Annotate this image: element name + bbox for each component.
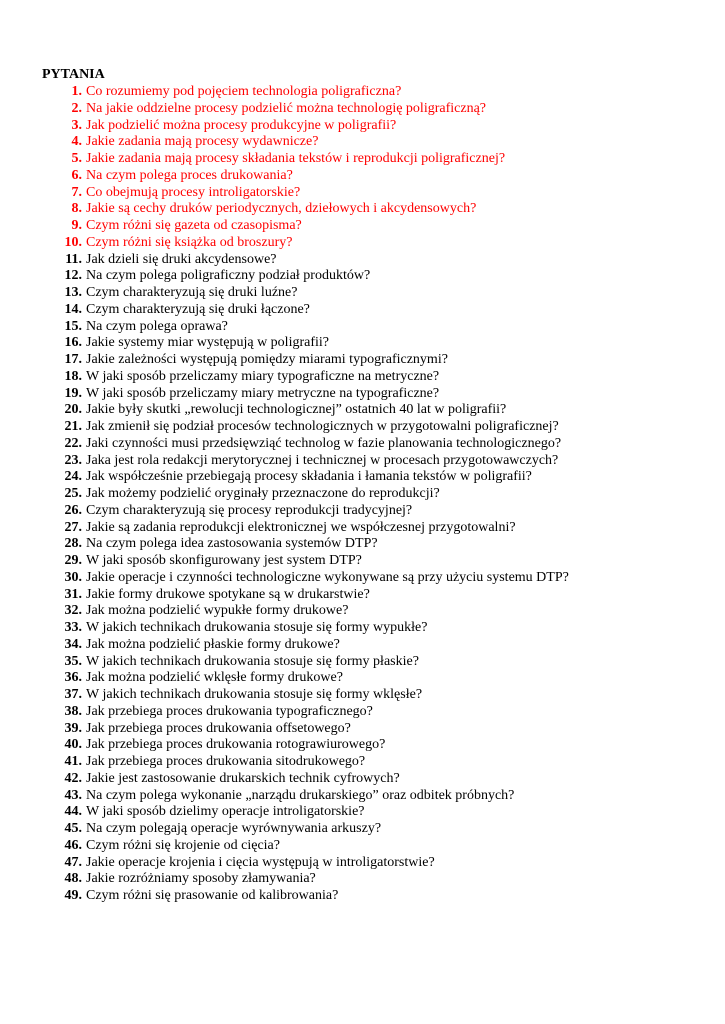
question-text: Jakie zadania mają procesy składania tekstów i reprodukcji poligraficznej? xyxy=(86,151,506,166)
question-text: Jak można podzielić wklęsłe formy drukowe? xyxy=(86,670,343,686)
question-text: Jakie zadania mają procesy wydawnicze? xyxy=(86,134,319,150)
question-text: Czym różni się książka od broszury? xyxy=(86,234,293,250)
question-text: Jak przebiega proces drukowania typograficznego? xyxy=(86,703,373,719)
question-number: 13. xyxy=(64,285,82,300)
question-item xyxy=(44,553,694,570)
question-number: 36. xyxy=(64,670,82,686)
question-number: 20. xyxy=(64,402,82,418)
question-number: 34. xyxy=(64,636,82,652)
question-text: W jakich technikach drukowania stosuje się formy wypukłe? xyxy=(86,620,428,635)
question-text: Jakie operacje krojenia i cięcia występują w introligatorstwie? xyxy=(86,854,435,870)
question-number: 43. xyxy=(64,787,82,803)
question-number: 33. xyxy=(64,620,82,635)
question-text: Czym charakteryzują się procesy reprodukcji tradycyjnej? xyxy=(86,502,413,518)
question-item xyxy=(44,419,694,436)
question-item xyxy=(44,620,694,637)
question-number: 7. xyxy=(71,184,82,200)
question-text: Co rozumiemy pod pojęciem technologia poligraficzna? xyxy=(86,84,402,99)
question-item xyxy=(44,871,694,888)
question-item xyxy=(44,402,694,419)
question-number: 5. xyxy=(71,151,82,166)
question-item xyxy=(44,185,694,202)
question-item xyxy=(44,453,694,470)
question-text: Na czym polega poligraficzny podział produktów? xyxy=(86,268,371,284)
question-text: Czym różni się gazeta od czasopisma? xyxy=(86,218,302,233)
question-text: Jak przebiega proces drukowania sitodrukowego? xyxy=(86,754,366,769)
question-item xyxy=(44,319,694,336)
question-number: 46. xyxy=(64,837,82,853)
question-text: Jakie formy drukowe spotykane są w drukarstwie? xyxy=(86,586,370,602)
question-text: Na czym polegają operacje wyrównywania arkuszy? xyxy=(86,821,382,836)
question-text: Jak przebiega proces drukowania rotograwiurowego? xyxy=(86,737,386,753)
question-number: 40. xyxy=(64,737,82,753)
question-number: 37. xyxy=(64,687,82,702)
question-number: 31. xyxy=(64,586,82,602)
question-item xyxy=(44,168,694,185)
question-item xyxy=(44,436,694,453)
question-number: 25. xyxy=(64,486,82,501)
question-number: 44. xyxy=(64,804,82,820)
question-number: 42. xyxy=(64,770,82,786)
question-number: 21. xyxy=(64,419,82,434)
question-number: 11. xyxy=(65,251,82,267)
question-item xyxy=(44,838,694,855)
question-item xyxy=(44,737,694,754)
question-item xyxy=(44,520,694,537)
question-item xyxy=(44,302,694,319)
question-text: W jaki sposób skonfigurowany jest system DTP? xyxy=(86,553,362,568)
question-number: 10. xyxy=(64,234,82,250)
question-item xyxy=(44,821,694,838)
question-text: Na jakie oddzielne procesy podzielić można technologię poligraficzną? xyxy=(86,100,486,116)
question-number: 4. xyxy=(71,134,82,150)
question-list xyxy=(44,84,694,905)
question-text: Jak przebiega proces drukowania offsetowego? xyxy=(86,720,351,736)
question-number: 47. xyxy=(64,854,82,870)
question-number: 45. xyxy=(64,821,82,836)
question-number: 17. xyxy=(64,352,82,367)
question-text: Co obejmują procesy introligatorskie? xyxy=(86,184,301,200)
question-item xyxy=(44,587,694,604)
question-text: Na czym polega idea zastosowania systemów DTP? xyxy=(86,536,378,552)
question-text: Jak możemy podzielić oryginały przeznaczone do reprodukcji? xyxy=(86,486,440,501)
question-number: 8. xyxy=(71,201,82,217)
question-text: Jakie były skutki „rewolucji technologicznej” ostatnich 40 lat w poligrafii? xyxy=(86,402,507,418)
question-number: 14. xyxy=(64,301,82,317)
question-text: Jak podzielić można procesy produkcyjne w poligrafii? xyxy=(86,117,397,133)
question-item xyxy=(44,804,694,821)
question-item xyxy=(44,134,694,151)
question-text: Jakie zależności występują pomiędzy miarami typograficznymi? xyxy=(86,352,448,367)
question-text: Jaka jest rola redakcji merytorycznej i technicznej w procesach przygotowawczych? xyxy=(86,452,559,468)
question-number: 3. xyxy=(71,117,82,133)
question-item xyxy=(44,268,694,285)
question-number: 16. xyxy=(64,335,82,351)
question-text: Jakie systemy miar występują w poligrafii? xyxy=(86,335,329,351)
question-text: W jakich technikach drukowania stosuje się formy wklęsłe? xyxy=(86,687,423,702)
question-number: 30. xyxy=(64,569,82,585)
question-item xyxy=(44,503,694,520)
question-number: 1. xyxy=(71,84,82,99)
question-text: Jak zmienił się podział procesów technologicznych w przygotowalni poligraficznej? xyxy=(86,419,559,434)
question-item xyxy=(44,771,694,788)
question-item xyxy=(44,118,694,135)
question-text: Jak dzieli się druki akcydensowe? xyxy=(86,251,277,267)
question-text: Jak można podzielić płaskie formy drukowe? xyxy=(86,636,340,652)
question-text: Czym różni się prasowanie od kalibrowania? xyxy=(86,888,339,903)
page-heading: PYTANIA xyxy=(42,67,105,82)
question-number: 19. xyxy=(64,385,82,401)
question-item xyxy=(44,855,694,872)
question-number: 39. xyxy=(64,720,82,736)
question-number: 24. xyxy=(64,469,82,485)
question-item xyxy=(44,84,694,101)
question-text: Czym charakteryzują się druki luźne? xyxy=(86,285,298,300)
question-text: Jakie są zadania reprodukcji elektronicznej we współczesnej przygotowalni? xyxy=(86,519,516,535)
question-item xyxy=(44,352,694,369)
question-number: 41. xyxy=(64,754,82,769)
question-item xyxy=(44,486,694,503)
question-item xyxy=(44,536,694,553)
question-item xyxy=(44,252,694,269)
question-text: W jakich technikach drukowania stosuje się formy płaskie? xyxy=(86,653,419,669)
question-text: Jaki czynności musi przedsięwziąć technolog w fazie planowania technologicznego? xyxy=(86,435,562,451)
question-text: Jak współcześnie przebiegają procesy składania i łamania tekstów w poligrafii? xyxy=(86,469,532,485)
question-item xyxy=(44,687,694,704)
question-text: W jaki sposób dzielimy operacje introligatorskie? xyxy=(86,804,365,820)
question-item xyxy=(44,386,694,403)
question-text: Jakie operacje i czynności technologiczne wykonywane są przy użyciu systemu DTP? xyxy=(86,569,569,585)
question-item xyxy=(44,218,694,235)
question-item xyxy=(44,151,694,168)
question-text: Jak można podzielić wypukłe formy drukowe? xyxy=(86,603,349,619)
question-item xyxy=(44,637,694,654)
question-item xyxy=(44,201,694,218)
question-item xyxy=(44,570,694,587)
question-number: 12. xyxy=(64,268,82,284)
question-text: Na czym polega wykonanie „narządu drukarskiego” oraz odbitek próbnych? xyxy=(86,787,515,803)
question-number: 48. xyxy=(64,871,82,887)
question-number: 23. xyxy=(64,452,82,468)
question-number: 18. xyxy=(64,368,82,384)
question-number: 22. xyxy=(64,435,82,451)
question-number: 32. xyxy=(64,603,82,619)
question-item xyxy=(44,721,694,738)
question-item xyxy=(44,888,694,905)
question-text: W jaki sposób przeliczamy miary typograficzne na metryczne? xyxy=(86,368,440,384)
question-text: Czym różni się krojenie od cięcia? xyxy=(86,837,280,853)
question-number: 15. xyxy=(64,318,82,334)
question-text: Czym charakteryzują się druki łączone? xyxy=(86,301,310,317)
question-text: Jakie rozróżniamy sposoby złamywania? xyxy=(86,871,316,887)
question-text: Jakie są cechy druków periodycznych, dziełowych i akcydensowych? xyxy=(86,201,477,217)
question-text: Na czym polega oprawa? xyxy=(86,318,228,334)
question-number: 28. xyxy=(64,536,82,552)
question-number: 2. xyxy=(71,100,82,116)
question-item xyxy=(44,335,694,352)
question-item xyxy=(44,369,694,386)
question-number: 6. xyxy=(71,167,82,183)
question-item xyxy=(44,469,694,486)
question-number: 38. xyxy=(64,703,82,719)
question-number: 27. xyxy=(64,519,82,535)
question-text: Jakie jest zastosowanie drukarskich technik cyfrowych? xyxy=(86,770,400,786)
question-item xyxy=(44,235,694,252)
question-item xyxy=(44,654,694,671)
question-item xyxy=(44,670,694,687)
question-number: 9. xyxy=(71,218,82,233)
question-text: W jaki sposób przeliczamy miary metryczne na typograficzne? xyxy=(86,385,440,401)
question-item xyxy=(44,603,694,620)
question-number: 49. xyxy=(64,888,82,903)
question-item xyxy=(44,101,694,118)
question-item xyxy=(44,285,694,302)
question-number: 26. xyxy=(64,502,82,518)
question-number: 35. xyxy=(64,653,82,669)
question-item xyxy=(44,754,694,771)
question-number: 29. xyxy=(64,553,82,568)
question-item xyxy=(44,704,694,721)
question-item xyxy=(44,788,694,805)
question-text: Na czym polega proces drukowania? xyxy=(86,167,293,183)
